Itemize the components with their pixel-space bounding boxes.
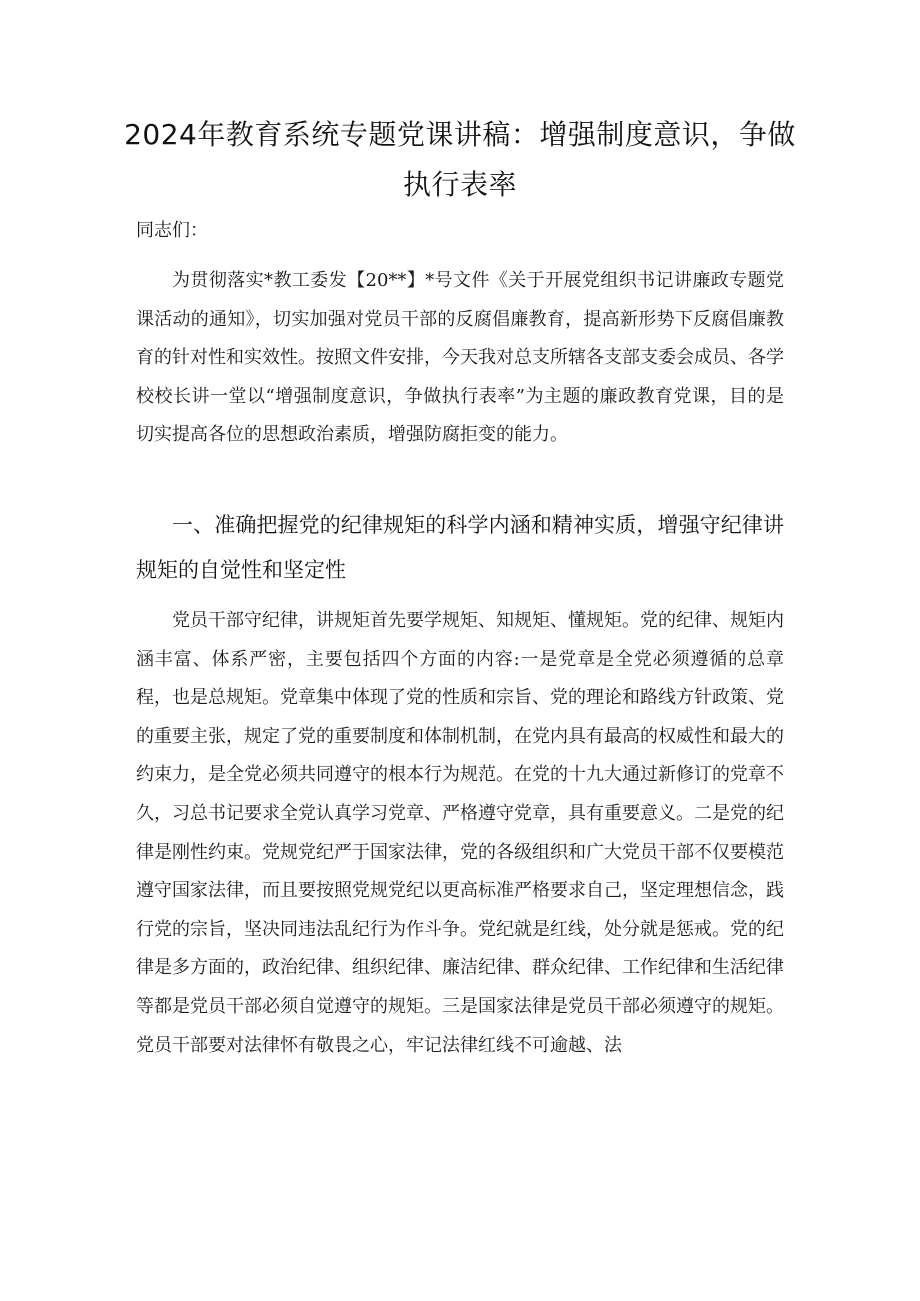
document-title-line2: 执行表率 <box>402 168 517 201</box>
document-title-line1: 2024年教育系统专题党课讲稿：增强制度意识，争做 <box>124 118 796 151</box>
paragraph-section1-body: 党员干部守纪律，讲规矩首先要学规矩、知规矩、懂规矩。党的纪律、规矩内涵丰富、体系严密，主要包括四个方面的内容:一是党章是全党必须遵循的总章程，也是总规矩。党章集中体现了党的性质和宗旨、党的理论和路线方针政策、党的重要主张，规定了党的重要制度和体制机制，在党内具有最高的权威性和最大的约束力，是全党必须共同遵守的根本行为规范。在党的十九大通过新修订的党章不久，习总书记要求全党认真学习党章、严格遵守党章，具有重要意义。二是党的纪律是刚性约束。党规党纪严于国家法律，党的各级组织和广大党员干部不仅要模范遵守国家法律，而且要按照党规党纪以更高标准严格要求自己，坚定理想信念，践行党的宗旨，坚决同违法乱纪行为作斗争。党纪就是红线，处分就是惩戒。党的纪律是多方面的，政治纪律、组织纪律、廉洁纪律、群众纪律、工作纪律和生活纪律等都是党员干部必须自觉遵守的规矩。三是国家法律是党员干部必须遵守的规矩。党员干部要对法律怀有敬畏之心，牢记法律红线不可逾越、法 <box>136 610 784 1056</box>
paragraph-intro: 为贯彻落实*教工委发【20**】*号文件《关于开展党组织书记讲廉政专题党课活动的通知》，切实加强对党员干部的反腐倡廉教育，提高新形势下反腐倡廉教育的针对性和实效性。按照文件安排，今天我对总支所辖各支部支委会成员、各学校校长讲一堂以“增强制度意识，争做执行表率”为主题的廉政教育党课，目的是切实提高各位的思想政治素质，增强防腐拒变的能力。 <box>136 270 784 446</box>
section-heading-1: 一、准确把握党的纪律规矩的科学内涵和精神实质，增强守纪律讲规矩的自觉性和坚定性 <box>136 513 784 582</box>
salutation: 同志们： <box>136 220 208 241</box>
